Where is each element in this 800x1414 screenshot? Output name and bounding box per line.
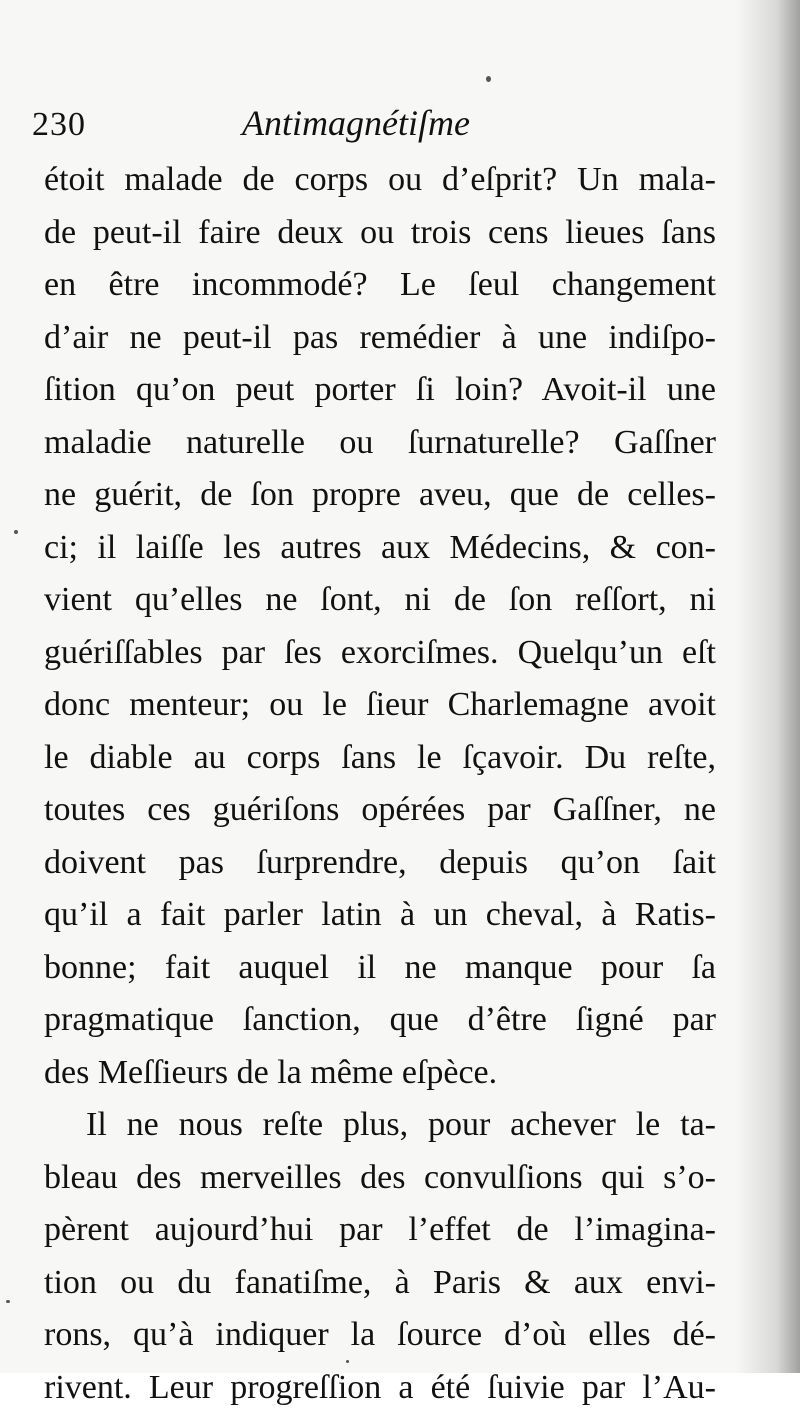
paragraph-1 bbox=[44, 154, 716, 1099]
text-line: rivent. Leur progreſſion a été ſuivie par l’Au- bbox=[44, 1362, 716, 1414]
text-line: étoit malade de corps ou d’eſprit? Un mala- bbox=[44, 154, 716, 207]
running-title: Antimagnétiſme bbox=[242, 102, 470, 144]
text-line: guériſſables par ſes exorciſmes. Quelqu’un eſt bbox=[44, 627, 716, 680]
text-line: rons, qu’à indiquer la ſource d’où elles dé- bbox=[44, 1309, 716, 1362]
page-number: 230 bbox=[32, 106, 86, 144]
text-line: de peut-il faire deux ou trois cens lieues ſans bbox=[44, 207, 716, 260]
text-line: des Meſſieurs de la même eſpèce. bbox=[44, 1047, 716, 1100]
text-line: d’air ne peut-il pas remédier à une indiſpo- bbox=[44, 312, 716, 365]
text-line: tion ou du fanatiſme, à Paris & aux envi- bbox=[44, 1257, 716, 1310]
text-line: en être incommodé? Le ſeul changement bbox=[44, 259, 716, 312]
print-speck bbox=[6, 1300, 10, 1303]
text-line: ci; il laiſſe les autres aux Médecins, & con- bbox=[44, 522, 716, 575]
text-line: pèrent aujourd’hui par l’effet de l’imagina- bbox=[44, 1204, 716, 1257]
paragraph-2 bbox=[44, 1099, 716, 1414]
text-line: toutes ces guériſons opérées par Gaſſner, ne bbox=[44, 784, 716, 837]
page-header bbox=[32, 100, 730, 148]
text-line: bleau des merveilles des convulſions qui s’o- bbox=[44, 1152, 716, 1205]
text-line: qu’il a fait parler latin à un cheval, à Ratis- bbox=[44, 889, 716, 942]
text-line: ſition qu’on peut porter ſi loin? Avoit-il une bbox=[44, 364, 716, 417]
text-line: Il ne nous reſte plus, pour achever le ta- bbox=[44, 1099, 716, 1152]
text-line: maladie naturelle ou ſurnaturelle? Gaſſner bbox=[44, 417, 716, 470]
text-line: donc menteur; ou le ſieur Charlemagne avoit bbox=[44, 679, 716, 732]
text-line: doivent pas ſurprendre, depuis qu’on ſait bbox=[44, 837, 716, 890]
print-speck bbox=[14, 530, 18, 534]
body-text bbox=[44, 154, 716, 1414]
text-line: pragmatique ſanction, que d’être ſigné par bbox=[44, 994, 716, 1047]
print-speck bbox=[486, 76, 491, 82]
text-line: ne guérit, de ſon propre aveu, que de celles- bbox=[44, 469, 716, 522]
text-line: le diable au corps ſans le ſçavoir. Du reſte, bbox=[44, 732, 716, 785]
print-speck bbox=[346, 1360, 349, 1363]
text-line: vient qu’elles ne ſont, ni de ſon reſſort, ni bbox=[44, 574, 716, 627]
text-line: bonne; fait auquel il ne manque pour ſa bbox=[44, 942, 716, 995]
